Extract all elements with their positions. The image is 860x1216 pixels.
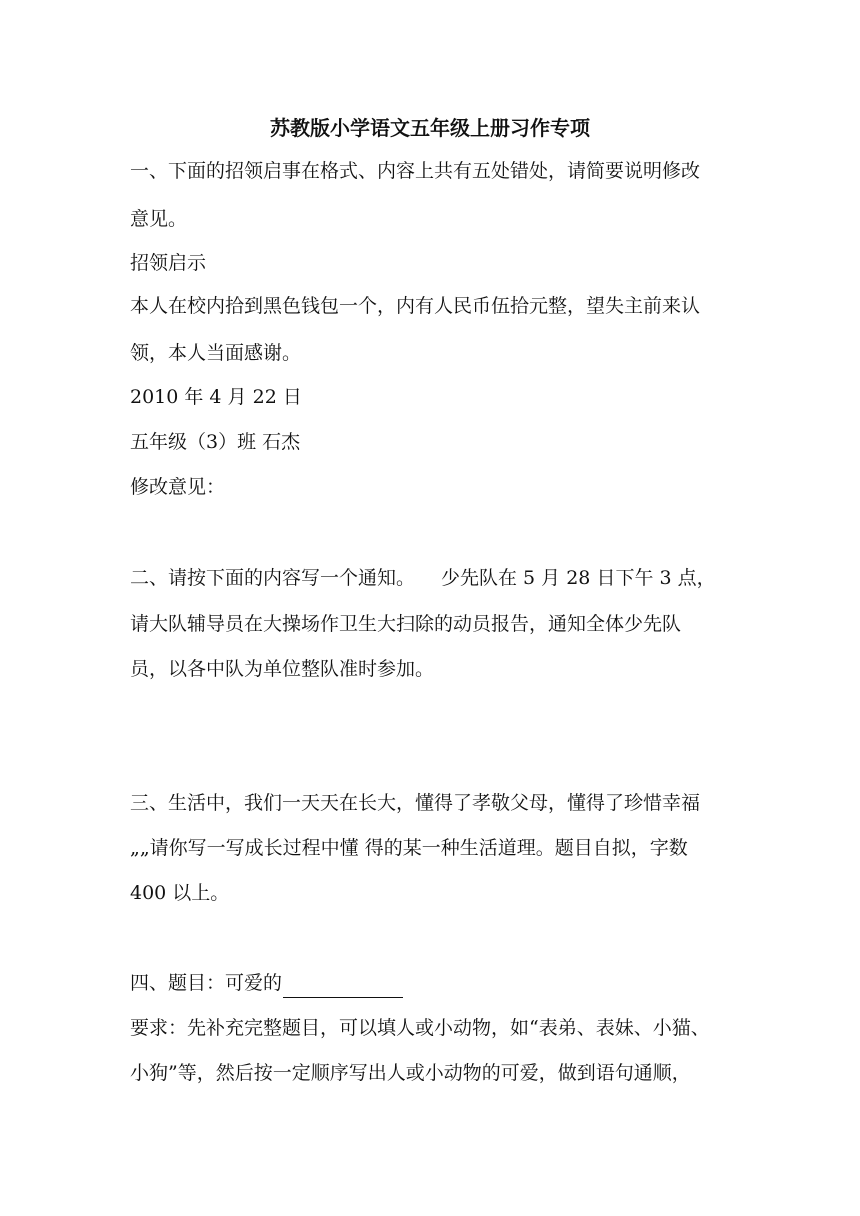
q3-prompt-line-3: 400 以上。 [130,882,230,904]
q2-prompt-part-b: 少先队在 5 月 28 日下午 3 点， [441,567,716,589]
q4-requirement-line-2: 小狗”等，然后按一定顺序写出人或小动物的可爱，做到语句通顺， [130,1062,691,1084]
q2-prompt-line-1 [130,563,740,593]
q1-prompt-line-1: 一、下面的招领启事在格式、内容上共有五处错处，请简要说明修改 [130,160,701,182]
q3-prompt-line-2: „„请你写一写成长过程中懂 得的某一种生活道理。题目自拟，字数 [130,837,688,859]
q4-title-line [130,968,740,998]
q3-prompt-line-1: 三、生活中，我们一天天在长大，懂得了孝敬父母，懂得了珍惜幸福 [130,792,701,814]
q1-revise-label: 修改意见： [130,476,226,498]
q4-title-blank [283,975,403,998]
q4-title-text: 四、题目：可爱的 [130,972,283,994]
q1-notice-signature: 五年级（3）班 石杰 [130,431,301,453]
q1-notice-body-line-2: 领，本人当面感谢。 [130,342,302,364]
q1-notice-body-line-1: 本人在校内拾到黑色钱包一个，内有人民币伍拾元整，望失主前来认 [130,295,701,317]
q2-prompt-line-2: 请大队辅导员在大操场作卫生大扫除的动员报告，通知全体少先队 [130,613,682,635]
document-title: 苏教版小学语文五年级上册习作专项 [270,116,590,140]
q2-prompt-part-a: 二、请按下面的内容写一个通知。 [130,567,416,589]
q1-prompt-line-2: 意见。 [130,208,188,230]
q1-notice-title: 招领启示 [130,252,207,274]
q1-notice-date: 2010 年 4 月 22 日 [130,386,302,408]
q4-requirement-line-1: 要求：先补充完整题目，可以填人或小动物，如“表弟、表妹、小猫、 [130,1017,710,1039]
q2-prompt-line-3: 员，以各中队为单位整队准时参加。 [130,658,435,680]
